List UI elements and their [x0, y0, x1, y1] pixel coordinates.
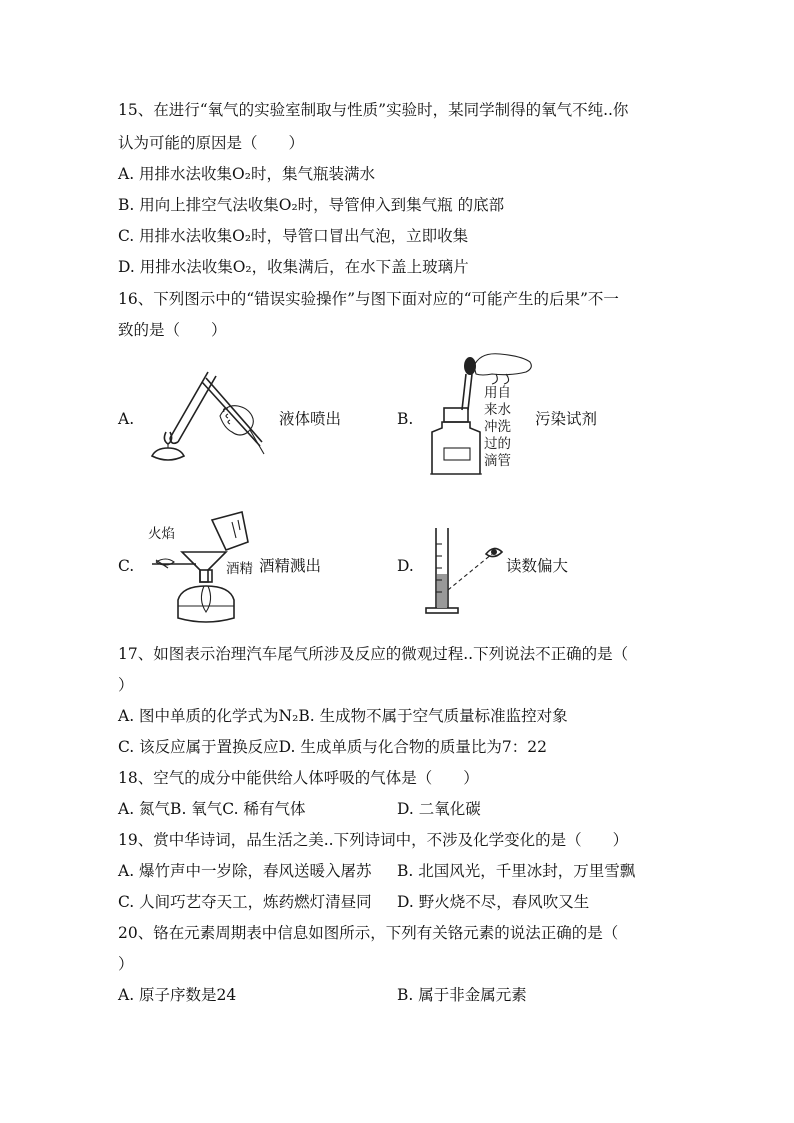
- q20-option-b: B. 属于非金属元素: [397, 986, 527, 1004]
- q17-options-cd: C. 该反应属于置换反应D. 生成单质与化合物的质量比为7：22: [118, 738, 547, 756]
- q16-stem-line2: 致的是（ ）: [118, 321, 227, 339]
- q16-c-letter: C.: [118, 557, 135, 575]
- q17-options-ab: A. 图中单质的化学式为N₂B. 生成物不属于空气质量标准监控对象: [118, 707, 568, 725]
- q16-a-heating-test-tube-figure: [140, 368, 275, 468]
- q16-b-dropper-note: 用自来水冲洗过的滴管: [484, 385, 511, 469]
- q16-a-letter: A.: [118, 410, 135, 428]
- q19-option-c: C. 人间巧艺夺天工，炼药燃灯清昼同: [118, 893, 372, 911]
- q16-stem-line1: 16、下列图示中的“错误实验操作”与图下面对应的“可能产生的后果”不一: [118, 290, 619, 308]
- q16-c-alcohol-label: 酒精: [226, 561, 253, 577]
- q19-option-d: D. 野火烧不尽，春风吹又生: [397, 893, 590, 911]
- q16-c-flame-label: 火焰: [148, 526, 175, 542]
- q15-option-d: D. 用排水法收集O₂，收集满后，在水下盖上玻璃片: [118, 258, 469, 276]
- q16-d-graduated-cylinder-figure: [422, 524, 512, 616]
- q18-options-abc: A. 氮气B. 氧气C. 稀有气体: [118, 800, 306, 818]
- q19-option-a: A. 爆竹声中一岁除，春风送暖入屠苏: [118, 862, 372, 880]
- q16-b-letter: B.: [397, 410, 414, 428]
- q15-option-c: C. 用排水法收集O₂时，导管口冒出气泡，立即收集: [118, 227, 469, 245]
- q19-option-b: B. 北国风光，千里冰封，万里雪飘: [397, 862, 636, 880]
- q16-d-result: 读数偏大: [506, 557, 569, 575]
- q15-option-a: A. 用排水法收集O₂时，集气瓶装满水: [118, 165, 375, 183]
- q17-stem-line1: 17、如图表示治理汽车尾气所涉及反应的微观过程..下列说法不正确的是（: [118, 645, 629, 663]
- q20-option-a: A. 原子序数是24: [118, 986, 237, 1004]
- q18-stem: 18、空气的成分中能供给人体呼吸的气体是（ ）: [118, 769, 479, 787]
- q16-a-result: 液体喷出: [279, 410, 342, 428]
- q16-c-result: 酒精溅出: [259, 557, 322, 575]
- q19-stem: 19、赏中华诗词，品生活之美..下列诗词中，不涉及化学变化的是（ ）: [118, 831, 629, 849]
- q15-stem-line2: 认为可能的原因是（ ）: [118, 134, 305, 152]
- q20-stem-line1: 20、铬在元素周期表中信息如图所示，下列有关铬元素的说法正确的是（: [118, 924, 619, 942]
- q15-option-b: B. 用向上排空气法收集O₂时，导管伸入到集气瓶 的底部: [118, 196, 505, 214]
- q16-d-letter: D.: [397, 557, 414, 575]
- q17-stem-line2: ）: [118, 676, 134, 694]
- q20-stem-line2: ）: [118, 955, 134, 973]
- q18-option-d: D. 二氧化碳: [397, 800, 481, 818]
- q16-b-result: 污染试剂: [535, 410, 598, 428]
- q15-stem-line1: 15、在进行“氧气的实验室制取与性质”实验时，某同学制得的氧气不纯..你: [118, 101, 629, 119]
